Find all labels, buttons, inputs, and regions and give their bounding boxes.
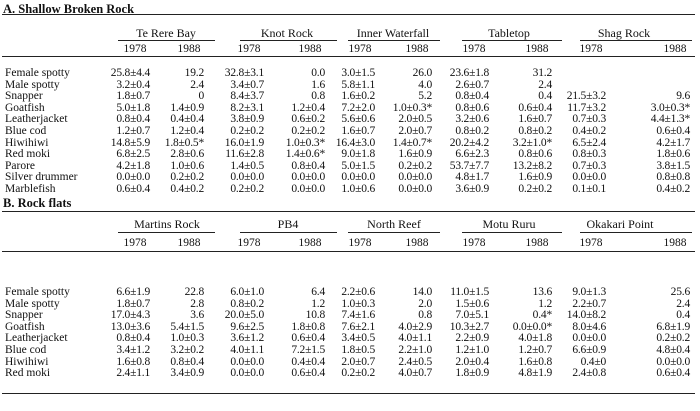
species-label: Blue cod: [5, 344, 47, 356]
year-header: 1988: [177, 237, 201, 249]
table-cell: 20.2±4.2: [449, 136, 489, 149]
species-label: Red moki: [5, 148, 51, 161]
table-cell: 1.2±0.4: [170, 125, 204, 137]
table-cell: 2.2±1.0: [398, 344, 432, 356]
table-cell: 4.0±0.7: [398, 367, 432, 380]
table-cell: 0.7±0.3: [572, 113, 606, 126]
table-cell: 6.6±2.3: [455, 148, 489, 161]
section-title: A. Shallow Broken Rock: [3, 2, 135, 16]
table-cell: 10.3±2.7: [449, 320, 489, 333]
table-cell: 8.4±3.7: [230, 90, 264, 103]
site-header: Motu Ruru: [482, 217, 536, 231]
site-underline: [580, 232, 692, 233]
table-cell: 13.2±8.2: [512, 159, 552, 172]
table-cell: 2.8±0.6: [170, 148, 204, 161]
table-cell: 1.6: [311, 78, 325, 91]
table-cell: 19.2: [184, 67, 204, 79]
table-cell: 0.8±0.8: [656, 171, 690, 184]
species-label: Leatherjacket: [5, 113, 68, 126]
year-header: 1978: [579, 43, 603, 55]
table-cell: 4.0: [418, 78, 432, 91]
table-cell: 0.6±0.4: [656, 125, 690, 137]
year-header: 1988: [663, 43, 687, 55]
table-cell: 0.4±0.4: [291, 355, 325, 368]
year-header: 1978: [237, 237, 261, 249]
table-cell: 0.4: [676, 309, 690, 322]
table-cell: 2.4±0.5: [398, 355, 432, 368]
table-cell: 4.2±1.7: [656, 136, 690, 149]
table-cell: 2.0±0.4: [455, 355, 489, 368]
table-cell: 0.8±0.4: [116, 113, 150, 126]
year-header: 1988: [525, 43, 549, 55]
site-underline: [240, 40, 337, 41]
table-cell: 1.8±0.7: [116, 297, 150, 310]
site-underline: [462, 232, 562, 233]
table-cell: 1.4±0.7*: [392, 136, 432, 149]
table-cell: 13.6: [532, 286, 552, 298]
table-cell: 5.8±1.1: [341, 78, 375, 91]
table-cell: 2.4: [190, 78, 204, 91]
table-cell: 0.8±0.4: [116, 332, 150, 345]
species-label: Male spotty: [5, 297, 60, 310]
site-header: Shag Rock: [597, 26, 651, 40]
species-label: Blue cod: [5, 125, 47, 137]
table-cell: 53.7±7.7: [449, 159, 489, 172]
table-cell: 14.8±5.9: [110, 136, 150, 149]
table-cell: 0.0±0.0: [398, 183, 432, 195]
table-cell: 4.4±1.3*: [650, 113, 690, 126]
table-cell: 1.6±0.9: [518, 171, 552, 184]
species-label: Goatfish: [5, 320, 45, 333]
table-cell: 1.0±0.3: [341, 297, 375, 310]
table-cell: 11.6±2.8: [225, 148, 264, 161]
table-cell: 9.0±1.8: [341, 148, 375, 161]
table-cell: 3.8±1.5: [656, 159, 690, 172]
table-cell: 8.0±4.6: [572, 320, 606, 333]
site-underline: [118, 40, 215, 41]
table-cell: 0.8±0.6: [455, 101, 489, 114]
year-header: 1978: [462, 237, 486, 249]
table-cell: 7.0±5.1: [455, 309, 489, 322]
table-cell: 6.6±0.9: [572, 344, 606, 356]
species-label: Red moki: [5, 367, 51, 380]
table-cell: 0.2±0.2: [230, 125, 264, 137]
table-cell: 4.0±1.8: [518, 332, 552, 345]
table-cell: 3.2±0.2: [170, 344, 204, 356]
table-cell: 9.6: [676, 90, 690, 103]
table-cell: 1.2: [311, 297, 325, 310]
table-cell: 0.0±0.0: [291, 171, 325, 184]
table-cell: 4.8±1.7: [455, 171, 489, 184]
table-cell: 1.0±0.6: [341, 183, 375, 195]
species-label: Silver drummer: [5, 171, 78, 184]
species-label: Male spotty: [5, 78, 60, 91]
table-cell: 4.8±1.9: [518, 367, 552, 380]
table-cell: 0.4*: [532, 309, 552, 322]
year-header: 1978: [579, 237, 603, 249]
site-underline: [118, 232, 215, 233]
table-cell: 17.0±4.3: [110, 309, 150, 322]
table-cell: 0.6±0.4: [518, 101, 552, 114]
table-cell: 0.4±0: [580, 355, 606, 368]
table-cell: 7.4±1.6: [341, 309, 375, 322]
table-cell: 0.0±0.0: [230, 367, 264, 380]
table-cell: 0.6±0.2: [291, 113, 325, 126]
table-cell: 6.0±1.0: [230, 286, 264, 298]
site-underline: [240, 232, 337, 233]
table-cell: 0.0±0.0: [341, 171, 375, 184]
site-header: Knot Rock: [260, 26, 314, 40]
species-label: Snapper: [5, 309, 43, 322]
species-label: Parore: [5, 159, 36, 172]
table-cell: 0.8±0.3: [572, 148, 606, 161]
table-cell: 2.2±0.9: [455, 332, 489, 345]
table-cell: 5.0±1.5: [341, 159, 375, 172]
table-cell: 6.5±2.4: [572, 136, 606, 149]
table-cell: 9.0±1.3: [572, 286, 606, 298]
table-cell: 0.4: [538, 90, 552, 103]
species-label: Hiwihiwi: [5, 355, 49, 368]
table-cell: 1.8±0.6: [656, 148, 690, 161]
table-cell: 31.2: [532, 67, 552, 79]
table-cell: 4.0±2.9: [398, 320, 432, 333]
table-cell: 11.0±1.5: [450, 286, 489, 298]
table-cell: 0.0±0.0: [291, 183, 325, 195]
year-header: 1988: [298, 237, 322, 249]
table-cell: 0.6±0.4: [291, 367, 325, 380]
table-cell: 22.8: [184, 286, 204, 298]
site-underline: [462, 40, 562, 41]
table-cell: 2.4±0.8: [572, 367, 606, 380]
table-cell: 1.4±0.9: [170, 101, 204, 114]
table-cell: 1.4±0.6*: [285, 148, 325, 161]
table-cell: 5.0±1.8: [116, 101, 150, 114]
table-cell: 1.8±0.9: [455, 367, 489, 380]
table-cell: 3.6: [190, 309, 204, 322]
table-cell: 4.0±1.1: [230, 344, 264, 356]
table-cell: 11.7±3.2: [567, 101, 606, 114]
table-cell: 2.0: [418, 297, 432, 310]
table-cell: 2.0±0.7: [341, 355, 375, 368]
table-cell: 5.2: [418, 90, 432, 103]
table-cell: 0.0±0.0: [116, 171, 150, 184]
table-cell: 0.1±0.1: [572, 183, 606, 195]
table-cell: 2.2±0.6: [341, 286, 375, 298]
table-cell: 21.5±3.2: [566, 90, 606, 103]
table-cell: 0.2±0.2: [170, 171, 204, 184]
table-cell: 0.7±0.3: [572, 159, 606, 172]
table-cell: 3.4±1.2: [116, 344, 150, 356]
table-cell: 23.6±1.8: [449, 67, 489, 79]
table-cell: 1.6±0.7: [341, 125, 375, 137]
table-cell: 0.2±0.2: [291, 125, 325, 137]
table-cell: 0.8±0.2: [230, 297, 264, 310]
table-cell: 1.2±0.7: [518, 344, 552, 356]
table-cell: 1.8±0.7: [116, 90, 150, 103]
table-cell: 14.0±8.2: [566, 309, 606, 322]
table-cell: 0.0±0.0: [572, 171, 606, 184]
table-cell: 2.4: [676, 297, 690, 310]
table-cell: 1.8±0.8: [291, 320, 325, 333]
year-header: 1978: [123, 43, 147, 55]
year-header: 1978: [348, 237, 372, 249]
year-header: 1988: [663, 237, 687, 249]
species-label: Snapper: [5, 90, 43, 103]
table-cell: 20.0±5.0: [224, 309, 264, 322]
table-cell: 0.4±0.2: [656, 183, 690, 195]
species-label: Goatfish: [5, 101, 45, 114]
table-cell: 0.8±0.6: [518, 148, 552, 161]
species-label: Female spotty: [5, 286, 70, 298]
table-bottom-rule: [2, 393, 695, 394]
table-cell: 0.8±0.4: [291, 159, 325, 172]
year-header: 1988: [405, 43, 429, 55]
section-title: B. Rock flats: [3, 196, 72, 210]
table-cell: 7.2±2.0: [341, 101, 375, 114]
table-cell: 1.0±0.6: [170, 159, 204, 172]
table-cell: 0.4±0.2: [572, 125, 606, 137]
table-cell: 6.8±2.5: [116, 148, 150, 161]
table-cell: 2.2±0.7: [572, 297, 606, 310]
table-cell: 2.4: [538, 78, 552, 91]
table-cell: 3.4±0.9: [170, 367, 204, 380]
species-label: Female spotty: [5, 67, 70, 79]
header-bottom-rule: [2, 251, 695, 252]
table-cell: 1.2: [538, 297, 552, 310]
section-top-rule: [2, 14, 695, 15]
table-cell: 0.4±0.4: [170, 113, 204, 126]
site-header: Te Rere Bay: [136, 26, 196, 40]
table-cell: 6.8±1.9: [656, 320, 690, 333]
table-cell: 13.0±3.6: [110, 320, 150, 333]
section-top-rule: [2, 211, 695, 212]
table-cell: 2.0±0.5: [398, 113, 432, 126]
header-bottom-rule: [2, 56, 695, 57]
site-header: Okakari Point: [586, 217, 654, 231]
table-cell: 3.2±0.6: [455, 113, 489, 126]
table-cell: 3.8±0.9: [230, 113, 264, 126]
table-cell: 6.6±1.9: [116, 286, 150, 298]
table-cell: 1.0±0.3*: [285, 136, 325, 149]
table-cell: 0.4±0.2: [170, 183, 204, 195]
table-cell: 16.4±3.0: [335, 136, 375, 149]
table-cell: 0.8±0.4: [170, 355, 204, 368]
species-label: Leatherjacket: [5, 332, 68, 345]
table-cell: 1.0±0.3*: [392, 101, 432, 114]
table-cell: 4.2±1.8: [116, 159, 150, 172]
site-header: Inner Waterfall: [356, 26, 430, 40]
table-cell: 0.8: [311, 90, 325, 103]
year-header: 1988: [405, 237, 429, 249]
table-cell: 1.8±0.5*: [164, 136, 204, 149]
site-header: Martins Rock: [134, 217, 200, 231]
table-cell: 4.8±0.4: [656, 344, 690, 356]
table-cell: 2.4±1.1: [116, 367, 150, 380]
table-cell: 25.6: [670, 286, 690, 298]
year-header: 1978: [123, 237, 147, 249]
table-cell: 1.0±0.3: [170, 332, 204, 345]
table-cell: 0.2±0.2: [398, 159, 432, 172]
table-cell: 0.6±0.4: [116, 183, 150, 195]
year-header: 1978: [237, 43, 261, 55]
year-header: 1978: [462, 43, 486, 55]
table-cell: 3.0±0.3*: [650, 101, 690, 114]
table-cell: 26.0: [412, 67, 432, 79]
table-cell: 2.0±0.7: [398, 125, 432, 137]
table-cell: 5.6±0.6: [341, 113, 375, 126]
table-cell: 3.2±0.4: [116, 78, 150, 91]
year-header: 1988: [298, 43, 322, 55]
table-cell: 0.8±0.2: [518, 125, 552, 137]
table-cell: 1.2±0.4: [291, 101, 325, 114]
site-underline: [348, 232, 440, 233]
table-cell: 2.6±0.7: [455, 78, 489, 91]
table-cell: 3.4±0.7: [230, 78, 264, 91]
site-header: Tabletop: [488, 26, 530, 40]
table-cell: 0.2±0.2: [230, 183, 264, 195]
table-cell: 3.0±1.5: [341, 67, 375, 79]
table-cell: 0.8±0.4: [455, 90, 489, 103]
table-cell: 0.2±0.2: [518, 183, 552, 195]
table-cell: 4.0±1.1: [398, 332, 432, 345]
table-cell: 0.8±0.2: [455, 125, 489, 137]
table-cell: 3.6±0.9: [455, 183, 489, 195]
table-cell: 0.0±0.0*: [512, 320, 552, 333]
table-cell: 1.6±0.2: [341, 90, 375, 103]
table-cell: 1.2±0.7: [116, 125, 150, 137]
table-cell: 0.0±0.0: [572, 332, 606, 345]
table-cell: 3.2±1.0*: [512, 136, 552, 149]
table-cell: 6.4: [311, 286, 325, 298]
site-header: North Reef: [367, 217, 421, 231]
table-cell: 1.5±0.6: [455, 297, 489, 310]
table-cell: 1.6±0.8: [518, 355, 552, 368]
table-cell: 0: [198, 90, 204, 103]
table-cell: 3.6±1.2: [230, 332, 264, 345]
site-underline: [348, 40, 440, 41]
year-header: 1978: [348, 43, 372, 55]
table-cell: 9.6±2.5: [230, 320, 264, 333]
table-cell: 0.0±0.0: [656, 355, 690, 368]
table-cell: 1.4±0.5: [230, 159, 264, 172]
table-cell: 0.6±0.4: [656, 367, 690, 380]
table-cell: 1.6±0.7: [518, 113, 552, 126]
table-cell: 1.2±1.0: [455, 344, 489, 356]
year-header: 1988: [177, 43, 201, 55]
table-cell: 2.8: [190, 297, 204, 310]
table-cell: 14.0: [412, 286, 432, 298]
table-cell: 25.8±4.4: [110, 67, 150, 79]
table-cell: 0.0±0.0: [230, 171, 264, 184]
table-cell: 10.8: [305, 309, 325, 322]
table-cell: 7.6±2.1: [341, 320, 375, 333]
table-cell: 1.6±0.8: [116, 355, 150, 368]
site-underline: [580, 40, 692, 41]
species-label: Marblefish: [5, 183, 56, 195]
table-cell: 0.0±0.0: [398, 171, 432, 184]
table-cell: 1.8±0.5: [341, 344, 375, 356]
table-cell: 0.0±0.0: [230, 355, 264, 368]
table-cell: 7.2±1.5: [291, 344, 325, 356]
table-cell: 0.8: [418, 309, 432, 322]
table-cell: 0.2±0.2: [656, 332, 690, 345]
site-header: PB4: [277, 217, 299, 231]
table-cell: 0.6±0.4: [291, 332, 325, 345]
table-cell: 3.4±0.5: [341, 332, 375, 345]
table-cell: 16.0±1.9: [224, 136, 264, 149]
table-cell: 0.0: [311, 67, 325, 79]
table-cell: 1.6±0.9: [398, 148, 432, 161]
table-cell: 8.2±3.1: [230, 101, 264, 114]
year-header: 1988: [525, 237, 549, 249]
table-cell: 0.2±0.2: [341, 367, 375, 380]
table-cell: 32.8±3.1: [224, 67, 264, 79]
table-cell: 5.4±1.5: [170, 320, 204, 333]
species-label: Hiwihiwi: [5, 136, 49, 149]
